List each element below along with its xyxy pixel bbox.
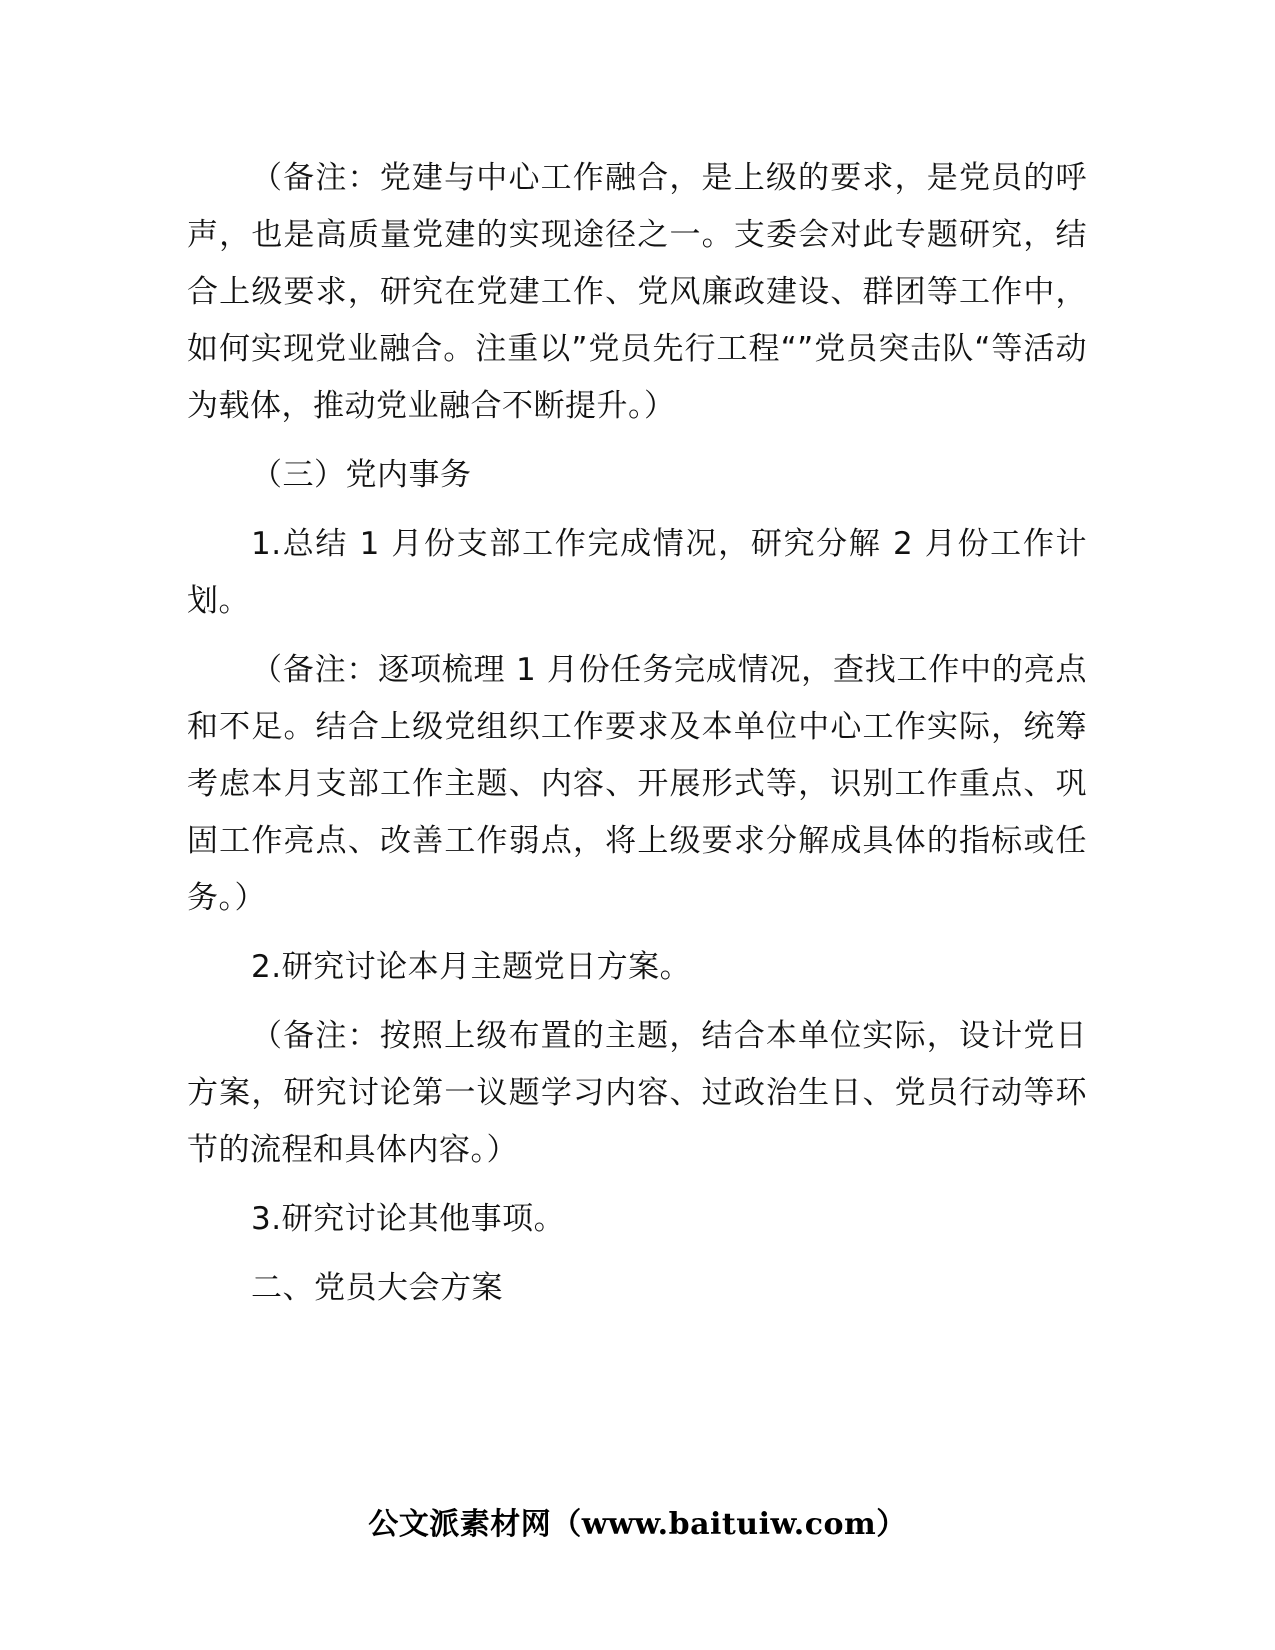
item-1-monthly-summary: 1.总结 1 月份支部工作完成情况，研究分解 2 月份工作计划。 bbox=[187, 526, 1087, 619]
paragraph-note-monthly-review: （备注：逐项梳理 1 月份任务完成情况，查找工作中的亮点和不足。结合上级党组织工作要求及本单位中心工作实际，统筹考虑本月支部工作主题、内容、开展形式等，识别工作重点、巩固工作亮点、改善工作弱点，将上级要求分解成具体的指标或任务。） bbox=[187, 652, 1087, 916]
document-body bbox=[187, 150, 1087, 1329]
item-3-other-matters: 3.研究讨论其他事项。 bbox=[251, 1201, 566, 1237]
item-2-theme-day-plan: 2.研究讨论本月主题党日方案。 bbox=[251, 949, 692, 985]
paragraph-note-integration: （备注：党建与中心工作融合，是上级的要求，是党员的呼声，也是高质量党建的实现途径之一。支委会对此专题研究，结合上级要求，研究在党建工作、党风廉政建设、群团等工作中，如何实现党业融合。注重以”党员先行工程“”党员突击队“等活动为载体，推动党业融合不断提升。） bbox=[187, 160, 1087, 424]
section-heading-member-meeting: 二、党员大会方案 bbox=[251, 1270, 503, 1306]
paragraph-note-theme-day: （备注：按照上级布置的主题，结合本单位实际，设计党日方案，研究讨论第一议题学习内容、过政治生日、党员行动等环节的流程和具体内容。） bbox=[187, 1018, 1087, 1168]
section-heading-party-affairs: （三）党内事务 bbox=[251, 457, 472, 493]
footer-source-link: 公文派素材网（www.baituiw.com） bbox=[368, 1507, 907, 1542]
